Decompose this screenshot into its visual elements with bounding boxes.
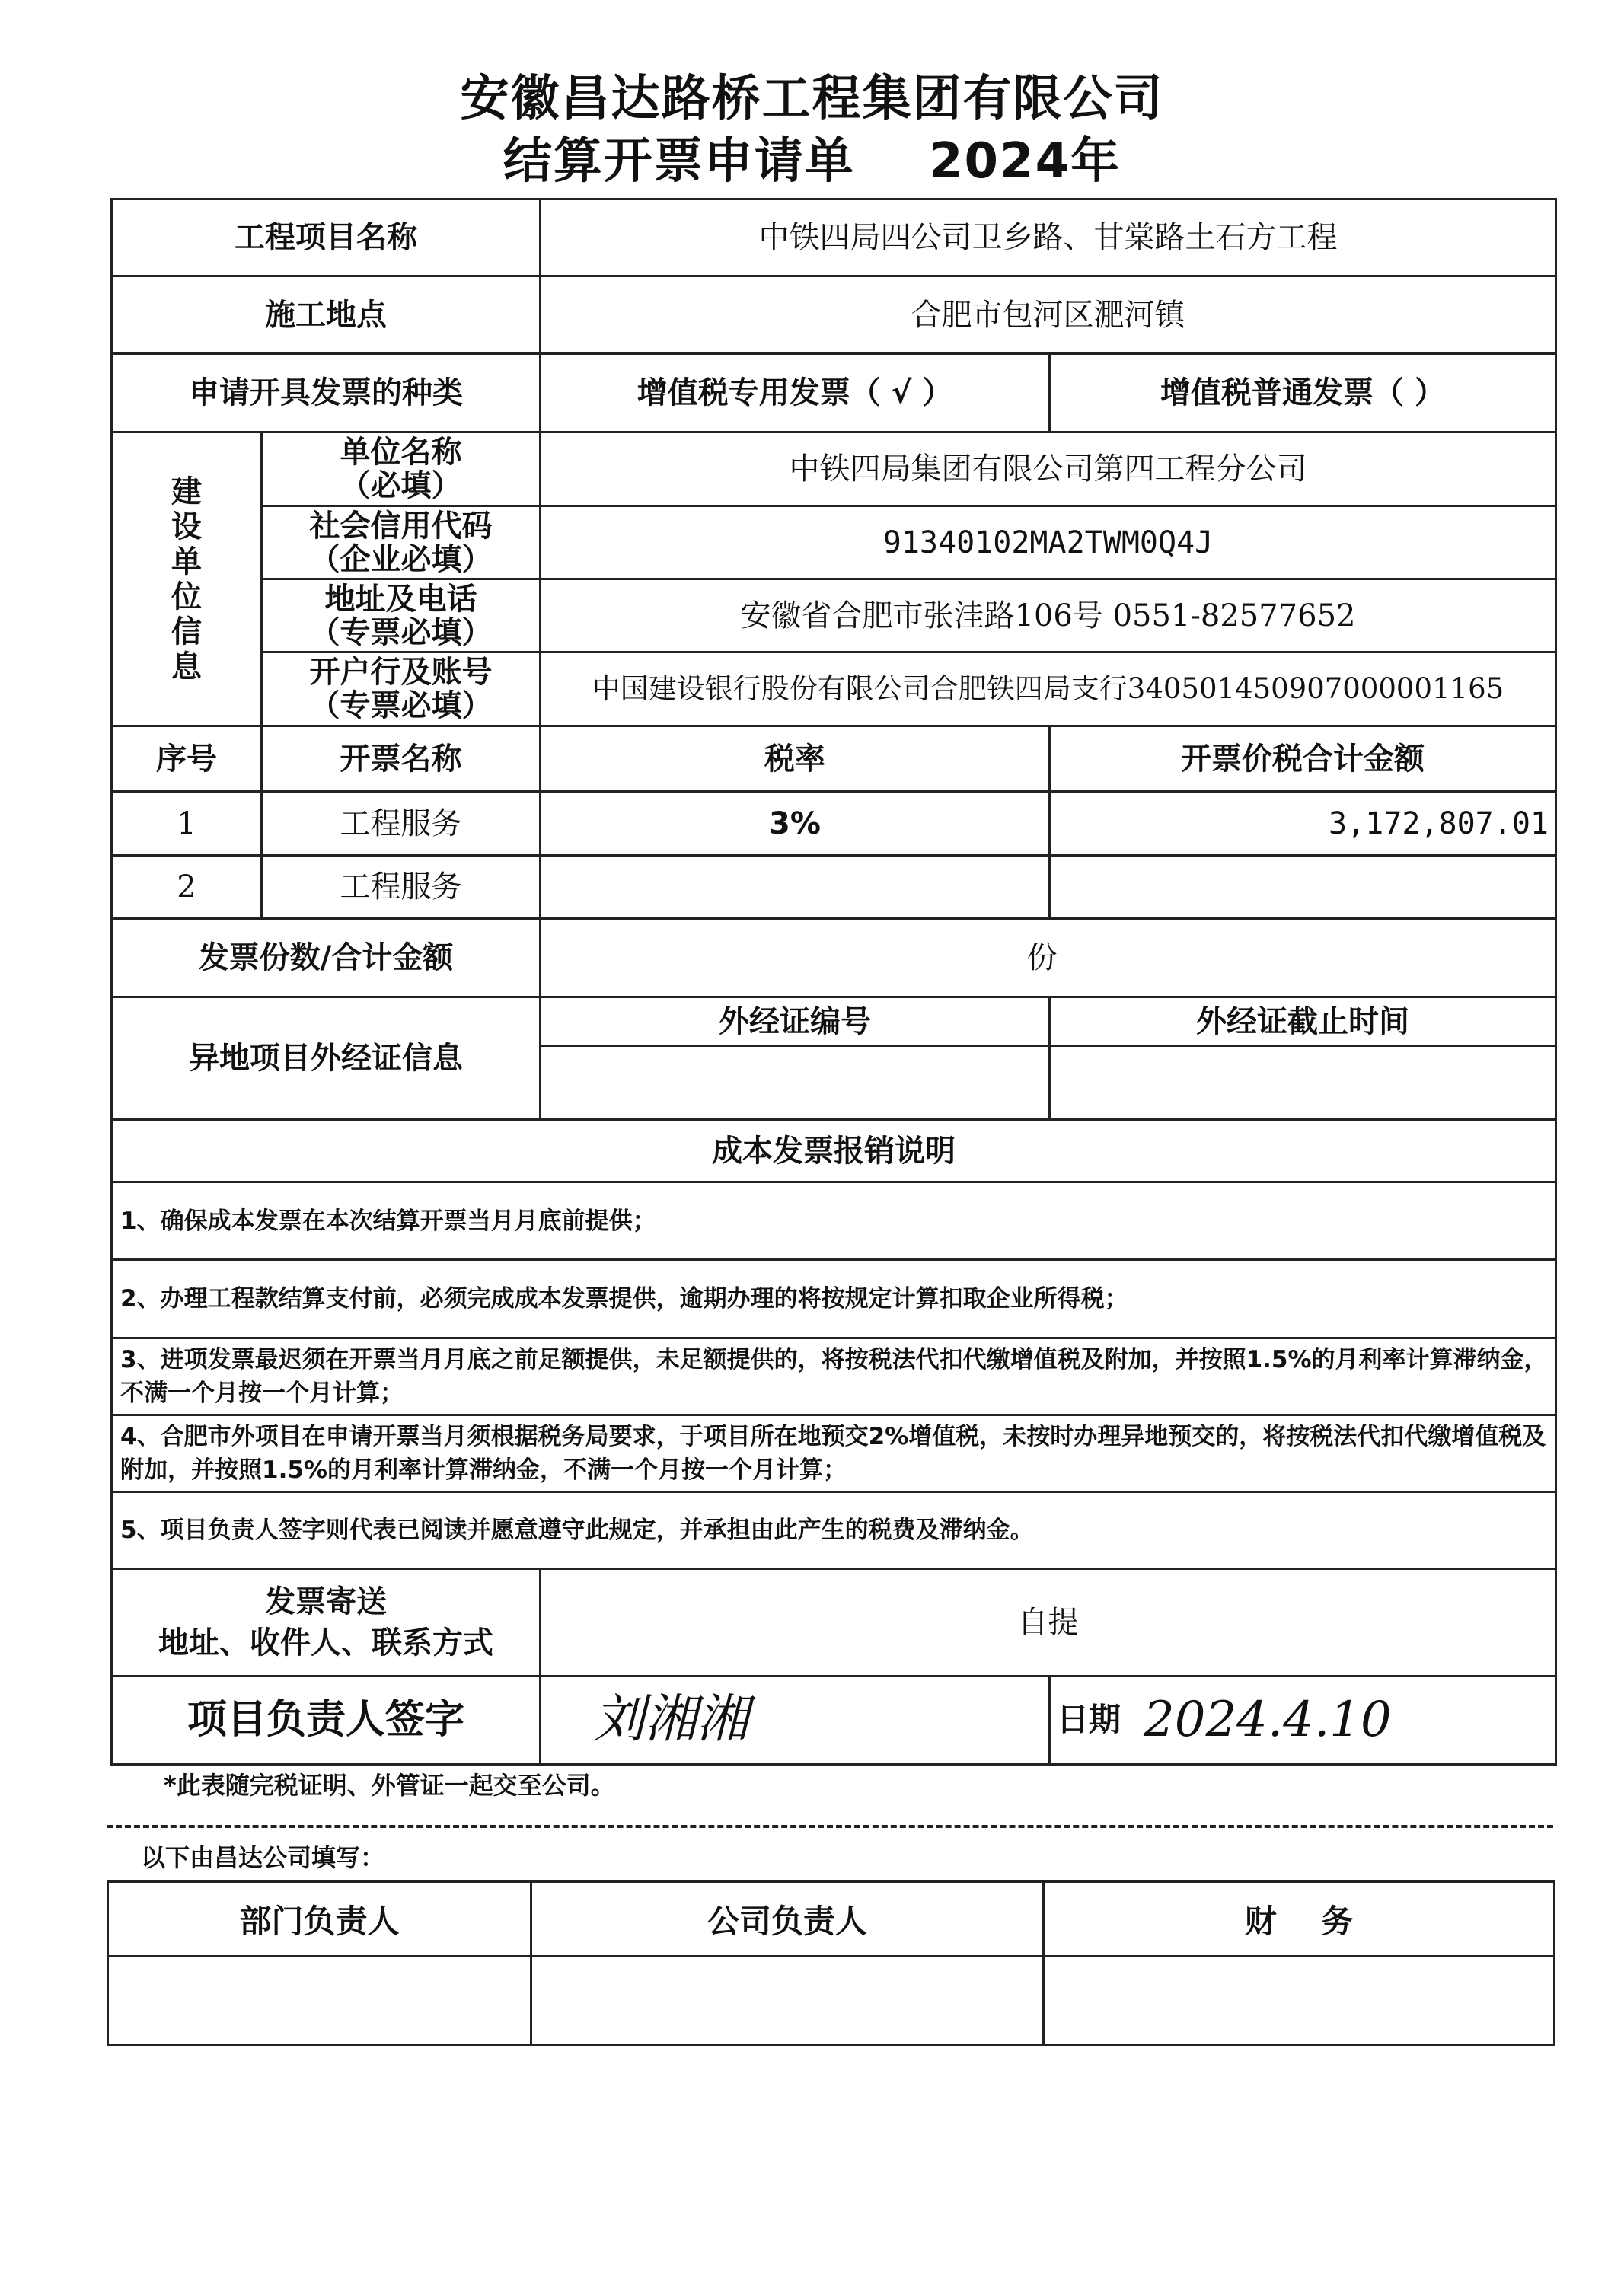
col-rate-header: 税率	[541, 726, 1050, 792]
col-amount-header: 开票价税合计金额	[1050, 726, 1556, 792]
vat-normal-option: 增值税普通发票（ ）	[1050, 354, 1556, 432]
delivery-value: 自提	[541, 1569, 1556, 1676]
cost-note-item: 4、合肥市外项目在申请开票当月须根据税务局要求，于项目所在地预交2%增值税，未按时办理异地预交的，将按税法代扣代缴增值税及附加，并按照1.5%的月利率计算滞纳金，不满一个月按一个月计算；	[112, 1415, 1556, 1492]
delivery-label: 发票寄送 地址、收件人、联系方式	[112, 1569, 541, 1676]
dept-head-label: 部门负责人	[108, 1882, 531, 1957]
address-label: 地址及电话 （专票必填）	[262, 579, 541, 652]
external-cert-deadline-label: 外经证截止时间	[1050, 997, 1556, 1046]
col-name-header: 开票名称	[262, 726, 541, 792]
handwritten-signature: 刘湘湘	[593, 1689, 749, 1750]
row-amount: 3,172,807.01	[1050, 792, 1556, 856]
dept-head-signature	[108, 1957, 531, 2046]
external-cert-number-label: 外经证编号	[541, 997, 1050, 1046]
company-head-signature	[531, 1957, 1044, 2046]
finance-label: 财 务	[1044, 1882, 1555, 1957]
project-name-label: 工程项目名称	[112, 199, 541, 276]
external-cert-deadline-value	[1050, 1046, 1556, 1120]
bank-label: 开户行及账号 （专票必填）	[262, 652, 541, 726]
date-value: 2024.4.10	[1144, 1691, 1392, 1748]
external-cert-label: 异地项目外经证信息	[112, 997, 541, 1120]
signature-label: 项目负责人签字	[112, 1676, 541, 1765]
summary-value	[541, 919, 1556, 997]
row-seq: 1	[112, 792, 262, 856]
col-seq-header: 序号	[112, 726, 262, 792]
credit-code-label: 社会信用代码 （企业必填）	[262, 506, 541, 579]
external-cert-number-value	[541, 1046, 1050, 1120]
site-value: 合肥市包河区淝河镇	[541, 276, 1556, 354]
unit-name-value: 中铁四局集团有限公司第四工程分公司	[541, 432, 1556, 506]
cost-notes-title: 成本发票报销说明	[112, 1120, 1556, 1182]
address-value: 安徽省合肥市张洼路106号 0551-82577652	[541, 579, 1556, 652]
date-label: 日期	[1057, 1701, 1121, 1739]
cost-note-item: 1、确保成本发票在本次结算开票当月月底前提供；	[112, 1182, 1556, 1260]
unit-name-label: 单位名称 （必填）	[262, 432, 541, 506]
summary-label: 发票份数/合计金额	[112, 919, 541, 997]
signature-cell	[541, 1676, 1050, 1765]
bank-value: 中国建设银行股份有限公司合肥铁四局支行340501450907000001165	[541, 652, 1556, 726]
vat-special-option: 增值税专用发票（ √ ）	[541, 354, 1050, 432]
row-rate: 3%	[541, 792, 1050, 856]
company-head-label: 公司负责人	[531, 1882, 1044, 1957]
row-name: 工程服务	[262, 856, 541, 919]
builder-info-side-label: 建 设 单 位 信 息	[112, 432, 262, 726]
row-rate	[541, 856, 1050, 919]
row-seq: 2	[112, 856, 262, 919]
site-label: 施工地点	[112, 276, 541, 354]
table-row	[112, 856, 1556, 919]
finance-signature	[1044, 1957, 1555, 2046]
cost-note-item: 5、项目负责人签字则代表已阅读并愿意遵守此规定，并承担由此产生的税费及滞纳金。	[112, 1492, 1556, 1569]
footnote: *此表随完税证明、外管证一起交至公司。	[164, 1771, 615, 1800]
cost-note-item: 2、办理工程款结算支付前，必须完成成本发票提供，逾期办理的将按规定计算扣取企业所得税；	[112, 1260, 1556, 1338]
invoice-type-label: 申请开具发票的种类	[112, 354, 541, 432]
project-name-value: 中铁四局四公司卫乡路、甘棠路土石方工程	[541, 199, 1556, 276]
internal-approval-table	[107, 1880, 1555, 2046]
row-amount	[1050, 856, 1556, 919]
dashed-divider	[107, 1825, 1553, 1828]
internal-section-label: 以下由昌达公司填写：	[141, 1843, 385, 1872]
form-title: 结算开票申请单 2024年	[503, 133, 1121, 190]
company-title: 安徽昌达路桥工程集团有限公司	[460, 71, 1164, 127]
row-name: 工程服务	[262, 792, 541, 856]
table-row	[112, 792, 1556, 856]
application-form-table	[110, 198, 1557, 1766]
date-cell	[1050, 1676, 1556, 1765]
credit-code-value: 91340102MA2TWM0Q4J	[541, 506, 1556, 579]
invoice-count-unit: 份	[1026, 940, 1058, 975]
cost-note-item: 3、进项发票最迟须在开票当月月底之前足额提供，未足额提供的，将按税法代扣代缴增值税及附加，并按照1.5%的月利率计算滞纳金，不满一个月按一个月计算；	[112, 1338, 1556, 1415]
